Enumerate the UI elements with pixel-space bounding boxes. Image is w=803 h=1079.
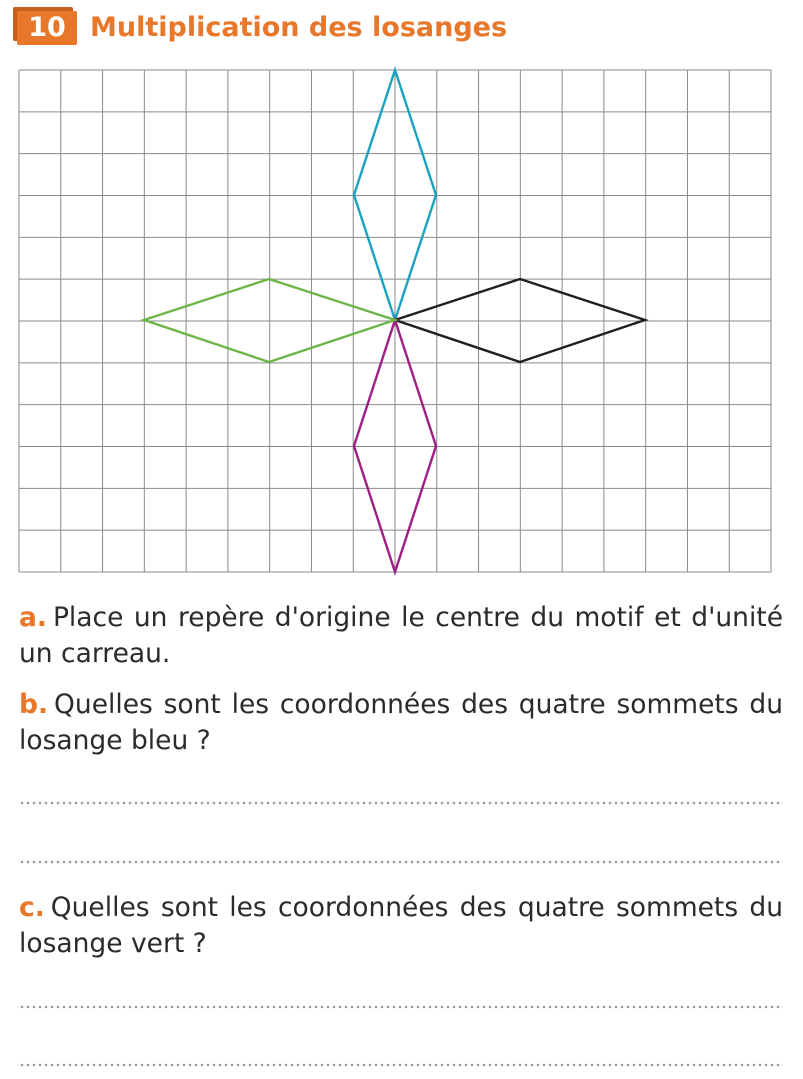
- question-a-text: Place un repère d'origine le centre du motif et d'unité un carreau.: [19, 602, 783, 669]
- question-b-text: Quelles sont les coordonnées des quatre sommets du losange bleu ?: [19, 689, 783, 756]
- exercise-title: Multiplication des losanges: [90, 12, 508, 43]
- exercise-number-badge: 10: [17, 11, 77, 45]
- answer-line-c1[interactable]: [19, 1005, 783, 1009]
- question-b-letter: b.: [19, 689, 49, 720]
- answer-line-b1[interactable]: [19, 801, 783, 805]
- question-a: [19, 600, 783, 672]
- question-c: [19, 890, 783, 962]
- answer-line-b2[interactable]: [19, 860, 783, 864]
- question-a-letter: a.: [19, 602, 47, 633]
- question-c-text: Quelles sont les coordonnées des quatre sommets du losange vert ?: [19, 892, 783, 959]
- question-b: [19, 687, 783, 759]
- question-c-letter: c.: [19, 892, 45, 923]
- answer-line-c2[interactable]: [19, 1063, 783, 1067]
